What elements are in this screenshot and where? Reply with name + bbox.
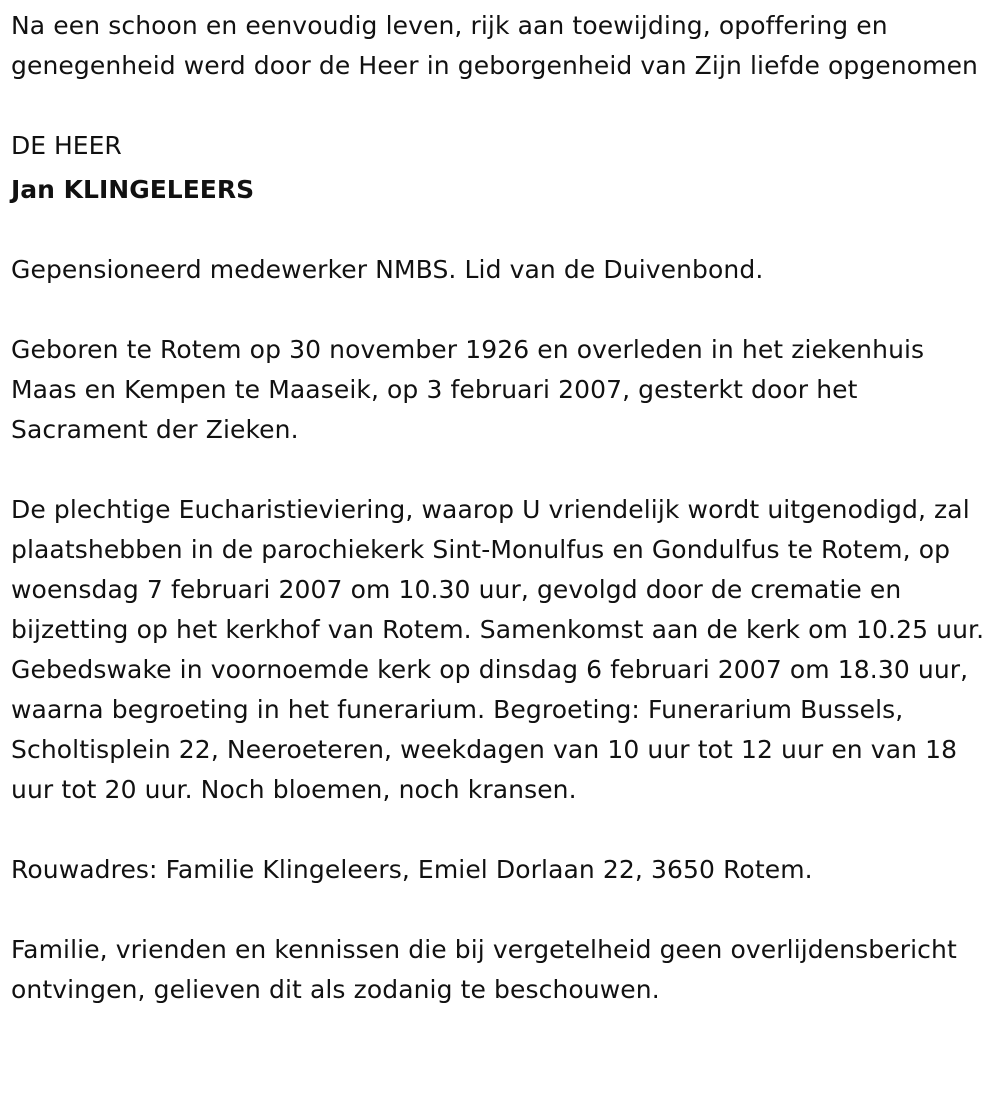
closing-paragraph: Familie, vrienden en kennissen die bij vergetelheid geen overlijdensbericht ontvingen, gelieven dit als zodanig te beschouwen. (11, 935, 957, 1004)
address-paragraph: Rouwadres: Familie Klingeleers, Emiel Dorlaan 22, 3650 Rotem. (11, 855, 813, 884)
intro-paragraph: Na een schoon en eenvoudig leven, rijk aan toewijding, opoffering en genegenheid werd door de Heer in geborgenheid van Zijn liefde opgenomen (11, 11, 978, 80)
deceased-name: Jan KLINGELEERS (11, 175, 255, 204)
obituary-notice (11, 6, 986, 1010)
occupation-paragraph: Gepensioneerd medewerker NMBS. Lid van de Duivenbond. (11, 255, 764, 284)
honorific-title: DE HEER (11, 131, 122, 160)
ceremony-paragraph: De plechtige Eucharistieviering, waarop U vriendelijk wordt uitgenodigd, zal plaatshebben in de parochiekerk Sint-Monulfus en Gondulfus te Rotem, op woensdag 7 februari 2007 om 10.30 uur, gevolgd door de crematie en bijzetting op het kerkhof van Rotem. Samenkomst aan de kerk om 10.25 uur. Gebedswake in voornoemde kerk op dinsdag 6 februari 2007 om 18.30 uur, waarna begroeting in het funerarium. Begroeting: Funerarium Bussels, Scholtisplein 22, Neeroeteren, weekdagen van 10 uur tot 12 uur en van 18 uur tot 20 uur. Noch bloemen, noch kransen. (11, 495, 985, 804)
birth-death-paragraph: Geboren te Rotem op 30 november 1926 en overleden in het ziekenhuis Maas en Kempen te Maaseik, op 3 februari 2007, gesterkt door het Sacrament der Zieken. (11, 335, 925, 444)
